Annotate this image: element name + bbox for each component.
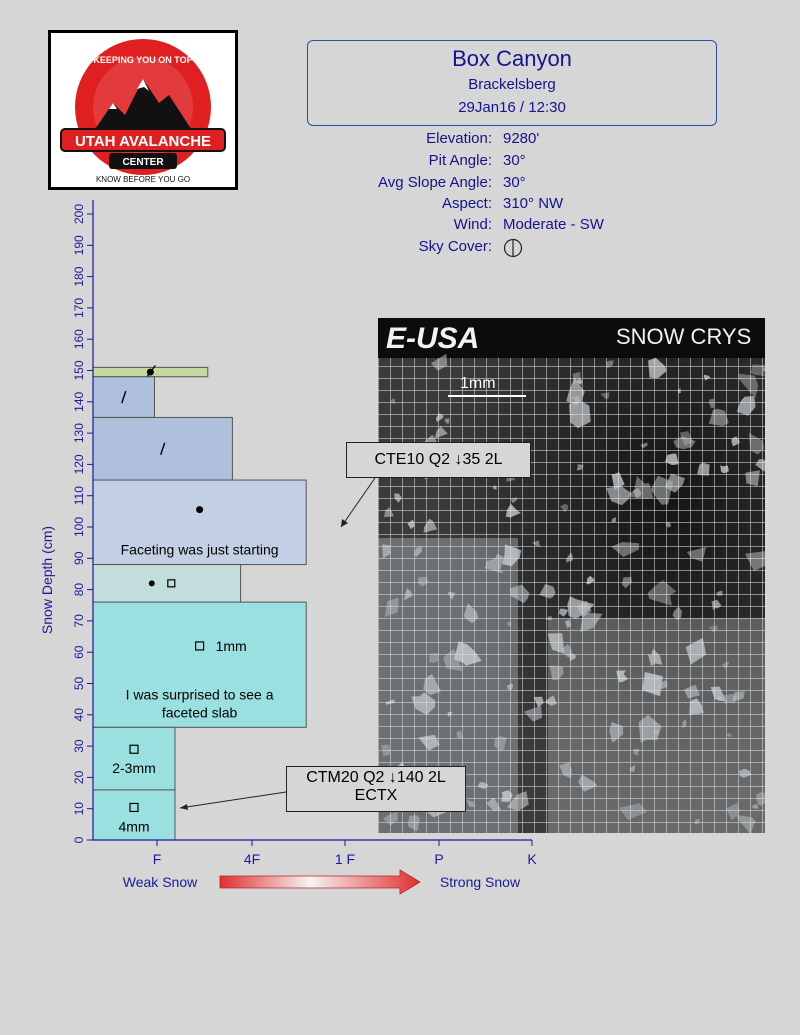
- y-tick-label: 70: [72, 614, 86, 628]
- depth-axis: [72, 200, 93, 843]
- grain-dot-icon: [196, 506, 203, 513]
- y-tick-label: 10: [72, 802, 86, 816]
- cte-leader-line: [341, 478, 375, 527]
- y-tick-label: 190: [72, 235, 86, 256]
- layer-4: [93, 565, 241, 603]
- hardness-tick-label: K: [527, 851, 537, 867]
- y-tick-label: 110: [72, 486, 86, 506]
- date-time: 29Jan16 / 12:30: [458, 99, 566, 116]
- y-tick-label: 60: [72, 645, 86, 659]
- weak-snow-label: Weak Snow: [122, 874, 198, 890]
- test-callout-cte: CTE10 Q2 ↓35 2L: [346, 442, 531, 478]
- y-tick-label: 140: [72, 391, 86, 412]
- y-tick-label: 0: [72, 836, 86, 844]
- ctm-leader-line: [180, 792, 286, 808]
- layer-grain-size: 1mm: [215, 637, 247, 654]
- hardness-tick-label: 4F: [243, 851, 261, 867]
- info-elevation: Elevation: 9280': [426, 130, 540, 147]
- hardness-tick-label: 1 F: [334, 851, 356, 867]
- y-tick-label: 150: [72, 360, 86, 381]
- y-tick-label: 160: [72, 329, 86, 350]
- location-title: Box Canyon: [452, 46, 572, 71]
- info-wind: Wind: Moderate - SW: [453, 216, 604, 233]
- y-tick-label: 30: [72, 739, 86, 753]
- layer-comment: I was surprised to see a: [125, 686, 274, 703]
- y-tick-label: 130: [72, 423, 86, 444]
- layer-comment: faceted slab: [161, 704, 238, 721]
- y-tick-label: 120: [72, 454, 86, 475]
- logo-banner: UTAH AVALANCHE: [74, 133, 212, 150]
- info-sky-cover: Sky Cover:: [330, 238, 660, 258]
- y-tick-label: 180: [72, 266, 86, 287]
- y-tick-label: 90: [72, 551, 86, 565]
- hardness-tick-label: F: [152, 851, 162, 867]
- y-tick-label: 50: [72, 676, 86, 691]
- y-tick-label: 100: [72, 516, 86, 538]
- photo-brand: E-USA: [386, 322, 480, 355]
- hardness-axis: [93, 840, 537, 867]
- layer-grain-size: 4mm: [118, 818, 150, 835]
- info-pit-angle: Pit Angle: 30°: [428, 152, 526, 169]
- logo-tagline: KNOW BEFORE YOU GO: [95, 175, 191, 184]
- test-callout-ctm: CTM20 Q2 ↓140 2L ECTX: [286, 766, 466, 812]
- observer-name: Brackelsberg: [468, 76, 556, 93]
- y-axis-label: Snow Depth (cm): [39, 525, 55, 635]
- hardness-tick-label: P: [434, 851, 444, 867]
- y-tick-label: 20: [72, 770, 86, 785]
- y-tick-label: 200: [72, 203, 86, 225]
- info-slope-angle: Avg Slope Angle: 30°: [378, 174, 526, 191]
- info-aspect: Aspect: 310° NW: [441, 195, 564, 212]
- grain-dot-icon: [149, 580, 155, 586]
- snow-profile-chart: [0, 200, 560, 920]
- logo-arc-text: KEEPING YOU ON TOP: [93, 55, 193, 65]
- logo-sub: CENTER: [122, 157, 164, 168]
- uac-logo: [48, 30, 238, 190]
- strong-snow-label: Strong Snow: [439, 874, 521, 890]
- y-tick-label: 40: [72, 708, 86, 722]
- photo-scale-label: 1mm: [460, 375, 496, 392]
- y-tick-label: 80: [72, 582, 86, 597]
- y-tick-label: 170: [72, 297, 86, 318]
- layers-group: [93, 365, 306, 840]
- layer-comment: Faceting was just starting: [120, 541, 279, 558]
- layer-6: [93, 727, 175, 790]
- layer-grain-size: 2-3mm: [112, 760, 156, 777]
- header-box: [307, 40, 717, 126]
- hardness-arrow-icon: [220, 870, 420, 894]
- photo-caption: SNOW CRYS: [616, 324, 752, 349]
